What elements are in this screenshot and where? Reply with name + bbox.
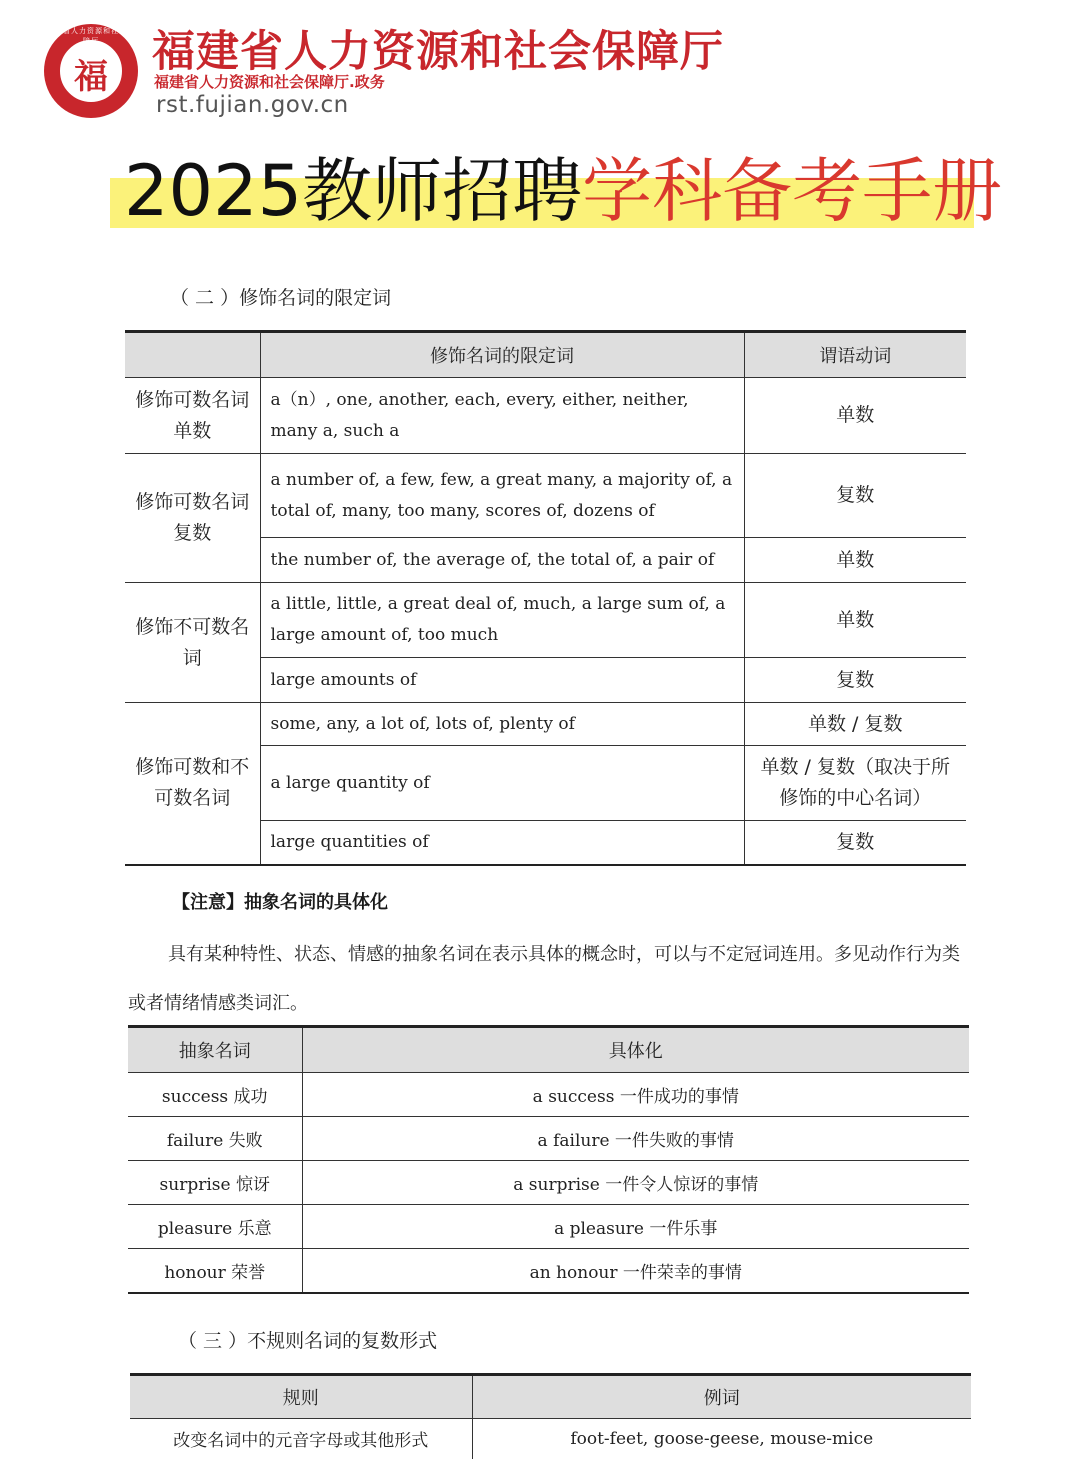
- table-row: [128, 1161, 969, 1205]
- predicate-cell: 单数: [744, 538, 966, 583]
- abstract-noun-table: [128, 1025, 969, 1294]
- table-row: [125, 583, 966, 658]
- concrete-cell: a success 一件成功的事情: [302, 1073, 969, 1117]
- table-row: [128, 1073, 969, 1117]
- determiner-table: [125, 330, 966, 866]
- irregular-plural-table: [130, 1373, 971, 1459]
- concrete-cell: a failure 一件失败的事情: [302, 1117, 969, 1161]
- predicate-cell: 复数: [744, 658, 966, 703]
- predicate-cell: 单数: [744, 378, 966, 454]
- predicate-cell: 单数: [744, 583, 966, 658]
- organization-name: 福建省人力资源和社会保障厅: [152, 27, 724, 77]
- abstract-noun-cell: failure 失败: [128, 1117, 302, 1161]
- table-row: [130, 1419, 971, 1459]
- abstract-noun-cell: honour 荣誉: [128, 1249, 302, 1293]
- table-header-row: [128, 1027, 969, 1073]
- page-title: [124, 146, 1002, 236]
- section-2-heading: （ 二 ）修饰名词的限定词: [170, 287, 392, 309]
- determiner-cell: large quantities of: [260, 821, 744, 865]
- table-row: [128, 1117, 969, 1161]
- section-3-heading: （ 三 ）不规则名词的复数形式: [178, 1330, 438, 1352]
- table-header-row: [130, 1375, 971, 1419]
- category-countable-singular: 修饰可数名词单数: [125, 378, 260, 454]
- seal-ring-text: 福建省人力资源和社会保: [47, 27, 135, 35]
- header-cell-empty: [125, 332, 260, 378]
- note-title: 【注意】抽象名词的具体化: [172, 892, 388, 913]
- determiner-cell: a little, little, a great deal of, much, a large sum of, a large amount of, too much: [260, 583, 744, 658]
- header-abstract-noun: 抽象名词: [128, 1027, 302, 1073]
- organization-subtitle: 福建省人力资源和社会保障厅.政务: [154, 73, 385, 91]
- note-paragraph: 具有某种特性、状态、情感的抽象名词在表示具体的概念时，可以与不定冠词连用。多见动作行为类或者情绪情感类词汇。: [128, 944, 960, 1014]
- department-seal-logo: [44, 24, 138, 118]
- rule-cell: 改变名词中的元音字母或其他形式: [130, 1419, 472, 1459]
- predicate-cell: 单数 / 复数: [744, 703, 966, 746]
- concrete-cell: a surprise 一件令人惊讶的事情: [302, 1161, 969, 1205]
- table-row: [128, 1205, 969, 1249]
- abstract-noun-cell: surprise 惊讶: [128, 1161, 302, 1205]
- category-countable-plural: 修饰可数名词复数: [125, 454, 260, 583]
- concrete-cell: a pleasure 一件乐事: [302, 1205, 969, 1249]
- table-row: [128, 1249, 969, 1293]
- header-predicate: 谓语动词: [744, 332, 966, 378]
- category-countable-and-uncountable: 修饰可数和不可数名词: [125, 703, 260, 865]
- determiner-cell: the number of, the average of, the total of, a pair of: [260, 538, 744, 583]
- determiner-cell: a number of, a few, few, a great many, a majority of, a total of, many, too many, scores of, dozens of: [260, 454, 744, 538]
- header-rule: 规则: [130, 1375, 472, 1419]
- category-uncountable: 修饰不可数名词: [125, 583, 260, 703]
- table-header-row: [125, 332, 966, 378]
- abstract-noun-cell: success 成功: [128, 1073, 302, 1117]
- table-row: [125, 454, 966, 538]
- concrete-cell: an honour 一件荣幸的事情: [302, 1249, 969, 1293]
- header-concrete: 具体化: [302, 1027, 969, 1073]
- title-accent: 学科备考手册: [582, 150, 1003, 232]
- predicate-cell: 单数 / 复数（取决于所修饰的中心名词）: [744, 746, 966, 821]
- table-row: [125, 378, 966, 454]
- determiner-cell: some, any, a lot of, lots of, plenty of: [260, 703, 744, 746]
- predicate-cell: 复数: [744, 454, 966, 538]
- title-main: 2025教师招聘: [124, 150, 583, 232]
- seal-center: [60, 40, 122, 102]
- determiner-cell: large amounts of: [260, 658, 744, 703]
- determiner-cell: a large quantity of: [260, 746, 744, 821]
- abstract-noun-cell: pleasure 乐意: [128, 1205, 302, 1249]
- determiner-cell: a（n）, one, another, each, every, either, neither, many a, such a: [260, 378, 744, 454]
- organization-url: rst.fujian.gov.cn: [156, 92, 349, 118]
- predicate-cell: 复数: [744, 821, 966, 865]
- table-row: [125, 703, 966, 746]
- header-determiner: 修饰名词的限定词: [260, 332, 744, 378]
- examples-cell: foot-feet, goose-geese, mouse-mice: [472, 1419, 971, 1459]
- seal-character: 福: [74, 57, 108, 97]
- header-examples: 例词: [472, 1375, 971, 1419]
